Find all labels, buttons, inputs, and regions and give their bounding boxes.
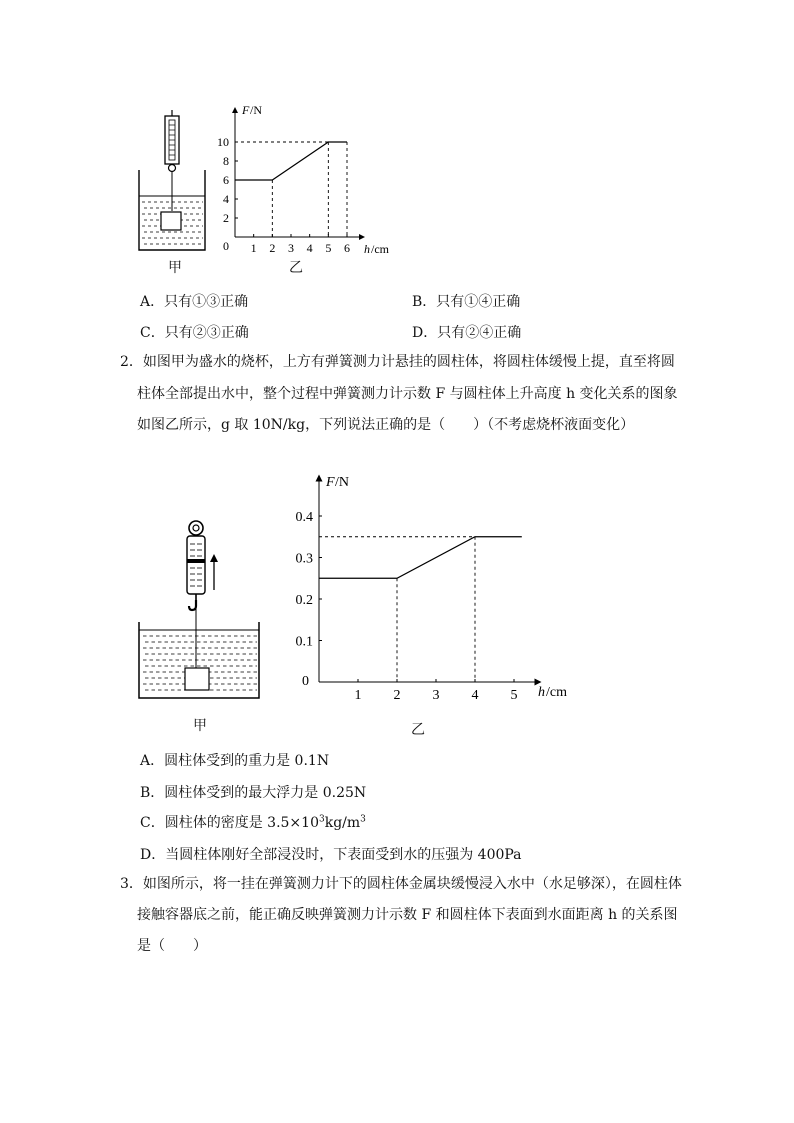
x-tick-label: 6 [344,241,350,255]
x-tick-label: 3 [432,688,440,703]
y-tick-label: 4 [223,192,229,207]
q2-option-a[interactable]: A．圆柱体受到的重力是 0.1N [140,753,330,769]
cylinder [161,212,181,230]
x-tick-label: 2 [269,241,276,255]
cylinder [185,668,209,690]
q2-fig-yi-label: 乙 [411,722,425,738]
spring-scale-body [187,536,205,594]
q2-stem-line3: 如图乙所示，g 取 10N/kg，下列说法正确的是（ ）（不考虑烧杯液面变化） [137,417,635,433]
x-tick-label: 5 [510,688,518,703]
x-axis-label-var: h [364,242,370,256]
y-axis-label-unit: /N [250,103,262,117]
y-tick-label: 0.2 [295,592,313,608]
q1-force-height-chart [210,100,410,260]
q1-option-c[interactable]: C．只有②③正确 [140,325,249,341]
q1-option-a[interactable]: A．只有①③正确 [140,294,249,310]
x-tick-label: 5 [325,241,332,255]
y-tick-label: 8 [223,154,229,169]
q2-fig-jia-label: 甲 [193,718,207,734]
y-axis-label-var: F [242,103,250,117]
y-tick-label: 2 [223,211,229,226]
y-axis-label-unit: /N [335,475,349,490]
q1-option-b[interactable]: B．只有①④正确 [412,294,521,310]
y-tick-label: 10 [217,135,229,150]
origin-label: 0 [302,674,309,689]
origin-label: 0 [223,239,229,253]
y-tick-label: 0.1 [295,634,313,650]
hook-icon [189,600,196,610]
q3-stem-line1: 3．如图所示，将一挂在弹簧测力计下的圆柱体金属块缓慢浸入水中（水足够深），在圆柱体 [120,876,682,892]
q2-option-c-unit-exponent: 3 [360,814,366,825]
data-line [319,537,522,579]
x-tick-label: 3 [288,241,294,255]
q2-option-d[interactable]: D．当圆柱体刚好全部浸没时，下表面受到水的压强为 400Pa [140,847,522,863]
q2-stem-line2: 柱体全部提出水中，整个过程中弹簧测力计示数 F 与圆柱体上升高度 h 变化关系的图象 [137,386,678,402]
y-tick-label: 0.3 [295,551,313,567]
x-tick-label: 1 [250,241,257,255]
q2-option-c[interactable] [140,812,366,832]
x-tick-label: 4 [471,688,479,703]
y-tick-label: 6 [223,173,229,188]
q1-fig-jia-label: 甲 [168,260,182,276]
x-tick-label: 2 [393,688,401,703]
q2-apparatus-figure [135,518,267,704]
q3-stem-line2: 接触容器底之前，能正确反映弹簧测力计示数 F 和圆柱体下表面到水面距离 h 的关系图 [137,907,678,923]
q2-option-b[interactable]: B．圆柱体受到的最大浮力是 0.25N [140,785,367,801]
x-tick-label: 1 [354,688,362,703]
q3-stem-line3: 是（ ） [137,938,207,954]
x-axis-label-var: h [538,685,545,700]
q2-option-c-exponent: 3 [318,814,325,825]
x-tick-label: 4 [306,241,313,255]
q2-option-c-text: C．圆柱体的密度是 3.5×10 [140,815,319,831]
y-axis-label-var: F [326,475,335,490]
q1-apparatus-figure [135,108,215,258]
q2-option-c-unit: kg/m [324,815,361,831]
q2-stem-line1: 2．如图甲为盛水的烧杯，上方有弹簧测力计悬挂的圆柱体，将圆柱体缓慢上提，直至将圆 [120,354,675,370]
q1-option-d[interactable]: D．只有②④正确 [412,325,522,341]
x-axis-label-unit: /cm [546,685,567,700]
q1-fig-yi-label: 乙 [289,260,303,276]
q2-force-height-chart [282,470,582,710]
x-axis-label-unit: /cm [371,242,389,256]
data-line [235,142,347,180]
y-tick-label: 0.4 [295,509,313,525]
